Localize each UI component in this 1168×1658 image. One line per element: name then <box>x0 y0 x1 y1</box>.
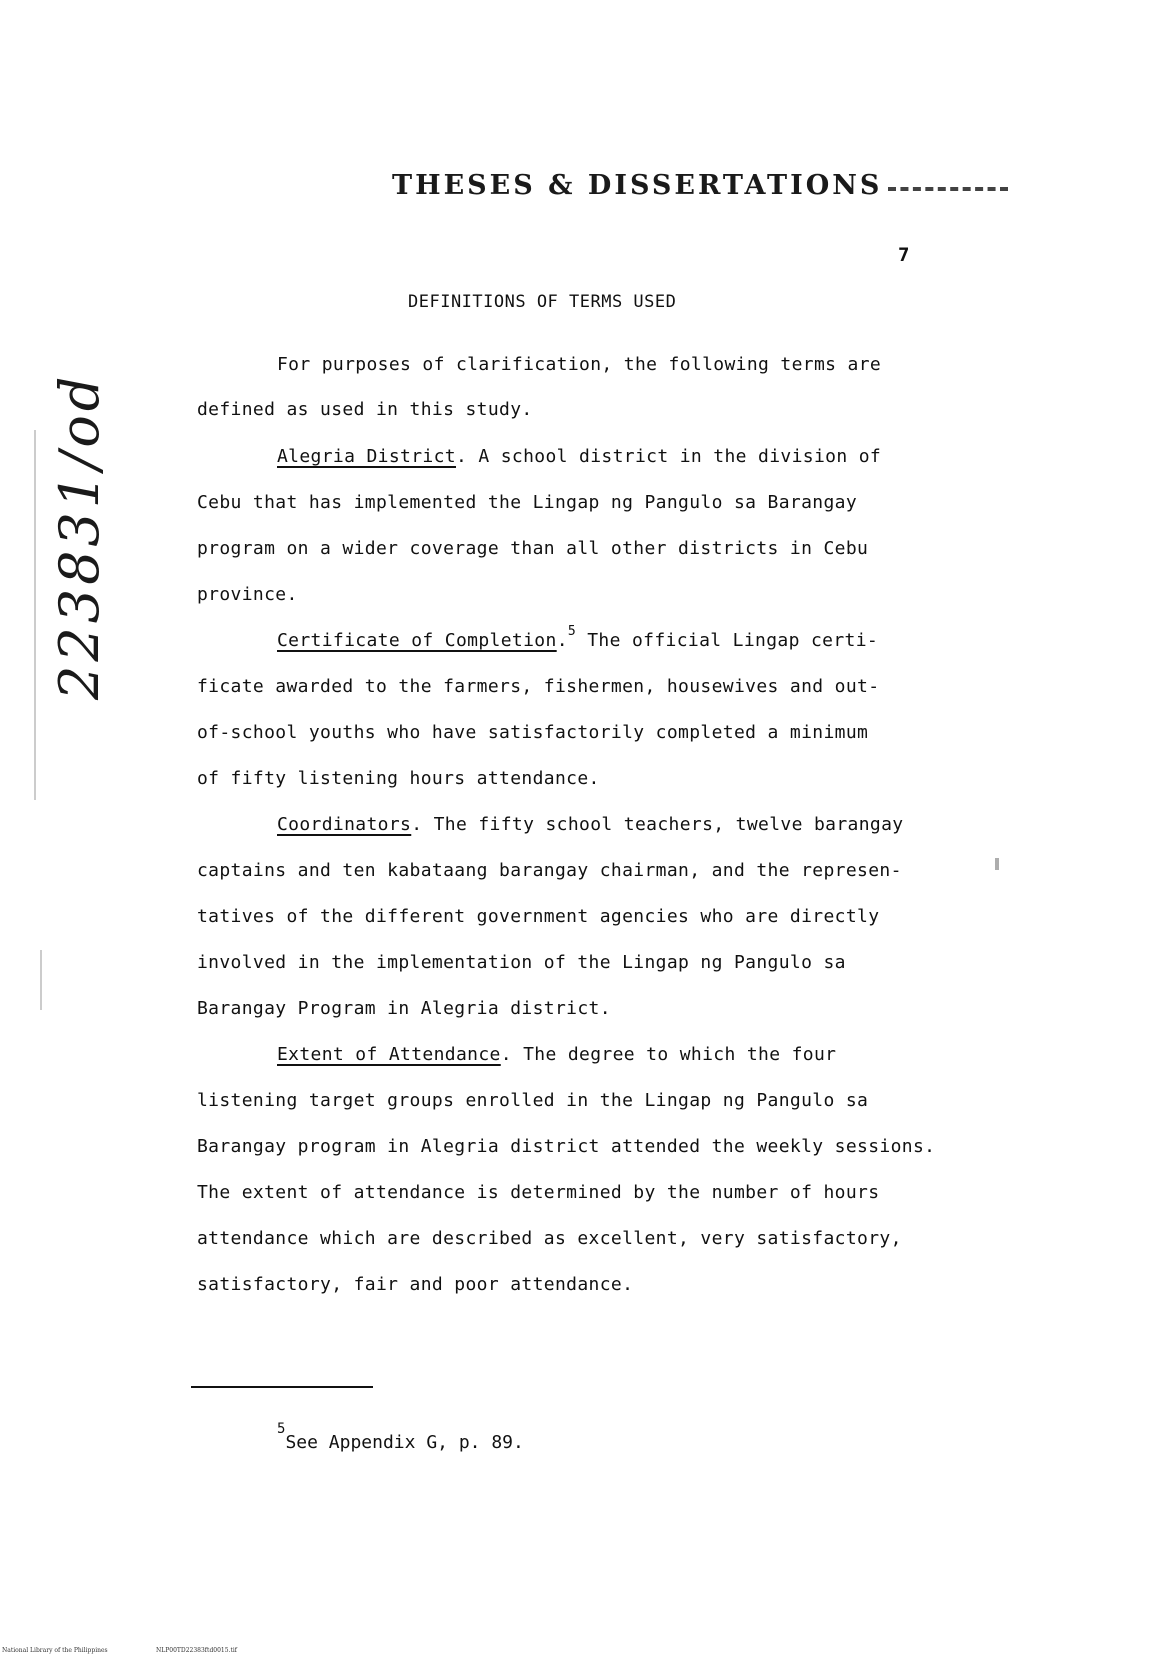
body-line: captains and ten kabataang barangay chairman, and the represen- <box>197 860 902 881</box>
stamp-text: THESES & DISSERTATIONS <box>392 170 883 201</box>
body-line: of-school youths who have satisfactorily completed a minimum <box>197 722 869 743</box>
footnote-divider <box>191 1386 373 1388</box>
footnote-text: See Appendix G, p. 89. <box>285 1432 524 1453</box>
body-line: attendance which are described as excellent, very satisfactory, <box>197 1228 902 1249</box>
body-line: Alegria District. A school district in the division of <box>277 446 882 467</box>
body-line: Extent of Attendance. The degree to which the four <box>277 1044 837 1065</box>
body-line: Cebu that has implemented the Lingap ng Pangulo sa Barangay <box>197 492 858 513</box>
body-line: involved in the implementation of the Lingap ng Pangulo sa <box>197 952 846 973</box>
footer-file-name: NLP00TD22383ftd0015.tif <box>156 1647 238 1654</box>
body-line: of fifty listening hours attendance. <box>197 768 600 789</box>
body-line: tatives of the different government agencies who are directly <box>197 906 880 927</box>
scan-artifact <box>34 430 36 800</box>
term-extent-of-attendance: Extent of Attendance <box>277 1044 501 1065</box>
body-line: satisfactory, fair and poor attendance. <box>197 1274 634 1295</box>
body-line: Barangay program in Alegria district attended the weekly sessions. <box>197 1136 936 1157</box>
footnote-marker: 5 <box>567 624 577 639</box>
stamp-smudge <box>888 183 1008 191</box>
page-number: 7 <box>898 244 910 266</box>
footnote-number: 5 <box>277 1421 286 1437</box>
body-line: For purposes of clarification, the following terms are <box>277 354 882 375</box>
body-line: defined as used in this study. <box>197 399 533 420</box>
body-line: The extent of attendance is determined by the number of hours <box>197 1182 880 1203</box>
body-line: program on a wider coverage than all other districts in Cebu <box>197 538 869 559</box>
section-heading: DEFINITIONS OF TERMS USED <box>408 292 677 312</box>
body-line: Coordinators. The fifty school teachers, twelve barangay <box>277 814 904 835</box>
body-line: listening target groups enrolled in the Lingap ng Pangulo sa <box>197 1090 869 1111</box>
handwritten-accession-number: 223831/od <box>48 372 111 700</box>
scan-artifact <box>995 858 999 870</box>
body-line: ficate awarded to the farmers, fishermen, housewives and out- <box>197 676 880 697</box>
footer-library-name: National Library of the Philippines <box>2 1647 108 1654</box>
term-coordinators: Coordinators <box>277 814 412 835</box>
body-line: Barangay Program in Alegria district. <box>197 998 611 1019</box>
footnote <box>277 1421 524 1453</box>
theses-dissertations-stamp <box>392 170 1008 201</box>
scan-artifact <box>40 950 42 1010</box>
term-alegria-district: Alegria District <box>277 446 456 467</box>
body-line: Certificate of Completion.$^5$ The official Lingap certi- <box>277 624 879 651</box>
term-certificate-of-completion: Certificate of Completion <box>277 630 557 651</box>
body-line: province. <box>197 584 298 605</box>
